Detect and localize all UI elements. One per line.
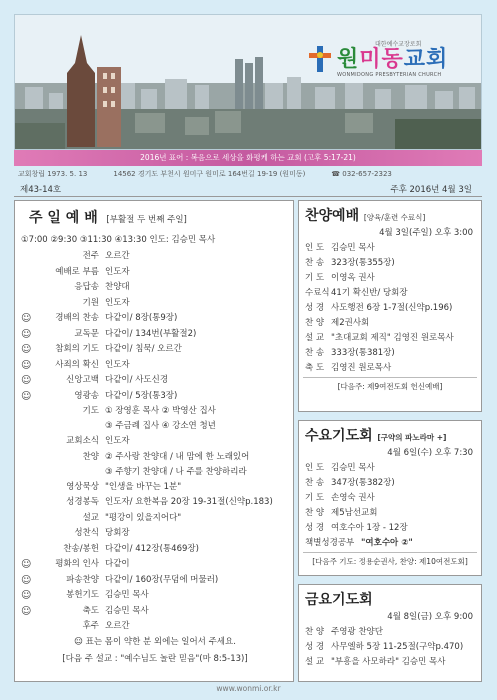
order-value: 찬양대 [105,282,130,292]
order-label: 축도 [82,605,99,616]
order-label: 교독문 [74,328,99,339]
order-label: 사죄의 확신 [55,359,99,370]
issue-row [14,183,482,197]
praise-service-row [299,271,481,286]
worship-order-row [15,296,295,312]
wednesday-row [299,506,481,521]
sunday-worship-header [29,207,187,227]
praise-line-1: ② 주사랑 찬양대 / 내 맘에 한 노래있어 [105,451,250,462]
order-label: 기원 [82,297,99,308]
row-value: 제5남선교회 [331,508,378,518]
row-value: 이영옥 권사 [331,273,375,283]
row-label: 기 도 [305,273,325,283]
city-skyline-image [15,14,482,149]
church-info-bar [14,168,482,180]
standing-mark-icon: ☺ [21,390,32,402]
bible-study-row [299,536,481,551]
row-label: 찬 송 [305,348,325,358]
row-label: 찬 송 [305,478,325,488]
order-value: 인도자 [105,436,130,446]
order-value: 오르간 [105,251,130,261]
issue-number: 제43-14호 [20,185,62,195]
order-label: 찬송/봉헌 [63,543,99,554]
order-label: 영상묵상 [66,481,99,492]
wednesday-next-week: [다음주 기도: 정용순권사, 찬양: 제10여전도회] [312,557,468,566]
order-label: 성경봉독 [66,497,99,507]
website-url: www.wonmi.or.kr [216,684,281,693]
praise-service-row [299,331,481,346]
order-label: 영광송 [74,390,99,401]
row-label: 찬 송 [305,258,325,268]
worship-order-list [15,249,295,667]
row-label: 성 경 [305,642,325,652]
row-value: 333장(통381장) [331,348,395,358]
order-value: 당회장 [105,528,130,538]
row-label: 성 경 [305,303,325,313]
row-value: 41기 확신반/ 당회장 [331,288,408,298]
row-value: 사도행전 6장 1-7절(신약p.196) [331,303,453,313]
prayer-row [15,404,295,434]
order-value: "평강이 있을지어다" [105,512,182,523]
church-name: 원미동교회 [337,47,449,72]
worship-order-row [15,311,295,327]
next-sermon: [다음 주 설교 : "예수님도 놀란 믿음"(마 8:5-13)] [62,654,248,664]
friday-row [299,625,481,640]
worship-order-row [15,389,295,405]
order-value: 다같이/ 412장(통469장) [105,543,199,554]
standing-mark-icon: ☺ [21,328,32,340]
order-value: 다같이/ 5장(통3장) [105,390,178,401]
prayer-line-1: ① 장영훈 목사 ② 박영산 집사 [105,406,216,416]
order-value: 인도자 [105,297,130,308]
standing-mark-icon: ☺ [21,559,32,570]
row-value: "부흥을 사모하라" 김승민 목사 [331,657,446,667]
church-name-english: WONMIDONG PRESBYTERIAN CHURCH [337,72,442,78]
worship-order-row [15,588,295,604]
church-address: 14562 경기도 부천시 원미구 원미로 164번길 19-19 (원미동) [113,170,306,178]
order-label: 설교 [82,512,99,523]
church-phone: ☎ 032-657-2323 [331,170,392,178]
order-value: 다같이/ 침묵/ 오르간 [105,344,182,354]
order-value: "인생을 바꾸는 1분" [105,481,182,492]
order-value: 인도자 [105,266,130,277]
motto-bar: 2016년 표어 : 복음으로 세상을 화평케 하는 교회 (고후 5:17-21) [14,150,482,166]
row-value: 김승민 목사 [331,243,375,253]
wednesday-row [299,461,481,476]
friday-date: 4월 8일(금) 오후 9:00 [387,612,473,622]
worship-order-row [15,373,295,389]
praise-next-week: [다음주: 제9여전도회 헌신예배] [337,382,443,391]
worship-order-row [15,434,295,450]
worship-order-row [15,573,295,589]
praise-service-row [299,256,481,271]
row-label: 인 도 [305,463,325,473]
header-divider [14,196,482,197]
row-value: 여호수아 1장 - 12장 [331,523,408,533]
church-skyline-photo [14,14,482,150]
order-label: 경배의 찬송 [55,313,99,323]
friday-row [299,640,481,655]
order-value: 다같이/ 160장(무덤에 머물러) [105,574,219,585]
row-value: 김승민 목사 [331,463,375,473]
worship-order-row [15,342,295,358]
standing-note: ☺ 표는 몸이 약한 분 외에는 일어서 주세요. [74,636,236,647]
worship-order-row [15,619,295,635]
wednesday-title: 수요기도회 [305,428,373,444]
order-label: 교회소식 [66,436,99,446]
standing-mark-icon: ☺ [21,574,32,586]
order-value: 다같이/ 134번(부활절2) [105,328,197,339]
order-label: 파송찬양 [66,574,99,585]
praise-service-row [299,286,481,301]
praise-row [15,450,295,480]
cross-icon [307,44,333,74]
wednesday-subtitle: [구약의 파노라마 +] [377,433,447,442]
praise-service-row [299,346,481,361]
order-label: 예배로 부름 [55,266,99,277]
worship-order-row [15,604,295,620]
divider [303,552,477,553]
praise-service-row [299,241,481,256]
issue-date: 주후 2016년 4월 3일 [390,185,472,195]
friday-title: 금요기도회 [305,592,373,608]
bible-study-label: 책별성경공부 [305,538,355,548]
worship-order-row [15,249,295,265]
founded-date: 교회창립 1973. 5. 13 [18,170,88,178]
order-value: 인도자/ 요한복음 20장 19-31절(신약p.183) [105,497,273,507]
standing-mark-icon: ☺ [21,590,32,601]
order-label: 봉헌기도 [66,590,99,600]
sunday-worship-panel [14,200,294,682]
praise-line-2: ③ 주향기 찬양대 / 나 주를 찬양하리라 [105,466,247,477]
standing-mark-icon: ☺ [21,375,32,386]
worship-order-row [15,480,295,496]
row-label: 성 경 [305,523,325,533]
row-label: 기 도 [305,493,325,503]
wednesday-row [299,491,481,506]
standing-mark-icon: ☺ [21,359,32,371]
order-label: 후주 [82,621,99,631]
row-label: 찬 양 [305,508,325,518]
row-label: 찬 양 [305,318,325,328]
row-value: 347장(통382장) [331,478,395,488]
praise-label: 찬양 [82,451,99,462]
service-times: ①7:00 ②9:30 ③11:30 ④13:30 인도: 김승민 목사 [21,235,216,245]
row-label: 축 도 [305,363,325,373]
denomination-label: 대한예수교장로회 [375,41,422,48]
order-label: 전주 [82,251,99,261]
order-value: 다같이/ 8장(통9장) [105,313,178,323]
order-label: 평화의 인사 [55,559,99,569]
praise-service-row [299,316,481,331]
worship-order-row [15,327,295,343]
wednesday-row [299,476,481,491]
standing-mark-icon: ☺ [21,344,32,355]
wednesday-row [299,521,481,536]
row-label: 설 교 [305,333,325,343]
worship-order-row [15,265,295,281]
friday-row [299,655,481,670]
praise-service-title: 찬양예배 [305,208,360,224]
worship-order-row [15,542,295,558]
order-value: 오르간 [105,621,130,631]
row-value: 제2권사회 [331,318,370,328]
row-label: 찬 양 [305,627,325,637]
row-label: 설 교 [305,657,325,667]
worship-order-row [15,557,295,573]
order-value: 김승민 목사 [105,605,149,616]
divider [303,377,477,378]
order-value: 인도자 [105,359,130,370]
prayer-line-2: ③ 주금례 집사 ④ 강소연 청년 [105,421,216,431]
standing-mark-icon: ☺ [21,313,32,324]
row-label: 수료식 [305,288,330,298]
worship-order-row [15,511,295,527]
praise-service-row [299,301,481,316]
row-value: 사무엘하 5장 11-25절(구약p.470) [331,642,464,652]
order-label: 성찬식 [74,528,99,538]
order-label: 응답송 [74,282,99,292]
wednesday-prayer-panel [298,420,482,576]
standing-mark-icon: ☺ [21,605,32,617]
order-value: 김승민 목사 [105,590,149,600]
order-value: 다같이 [105,559,130,569]
praise-service-date: 4월 3일(주일) 오후 3:00 [379,228,473,238]
order-label: 참회의 기도 [55,344,99,354]
prayer-label: 기도 [82,406,99,416]
row-value: 323장(통355장) [331,258,395,268]
sunday-worship-title: 주 일 예 배 [29,210,98,226]
wednesday-date: 4월 6일(수) 오후 7:30 [387,448,473,458]
praise-service-row [299,361,481,376]
order-label: 신앙고백 [66,375,99,385]
friday-prayer-panel [298,584,482,682]
worship-order-row [15,495,295,511]
praise-service-panel [298,200,482,412]
row-value: "초대교회 제직" 김영진 원로목사 [331,333,454,343]
church-logo [307,39,448,78]
bible-study-value: "여호수아 ②" [361,538,413,548]
row-value: 손영숙 권사 [331,493,375,503]
sunday-worship-subtitle: [부활절 두 번째 주일] [106,215,187,225]
row-label: 인 도 [305,243,325,253]
row-value: 김영진 원로목사 [331,363,392,373]
order-value: 다같이/ 사도신경 [105,375,169,385]
worship-order-row [15,526,295,542]
row-value: 주영광 찬양단 [331,627,383,637]
worship-order-row [15,358,295,374]
praise-service-subtitle: [양육/훈련 수료식] [363,213,426,222]
worship-order-row [15,280,295,296]
